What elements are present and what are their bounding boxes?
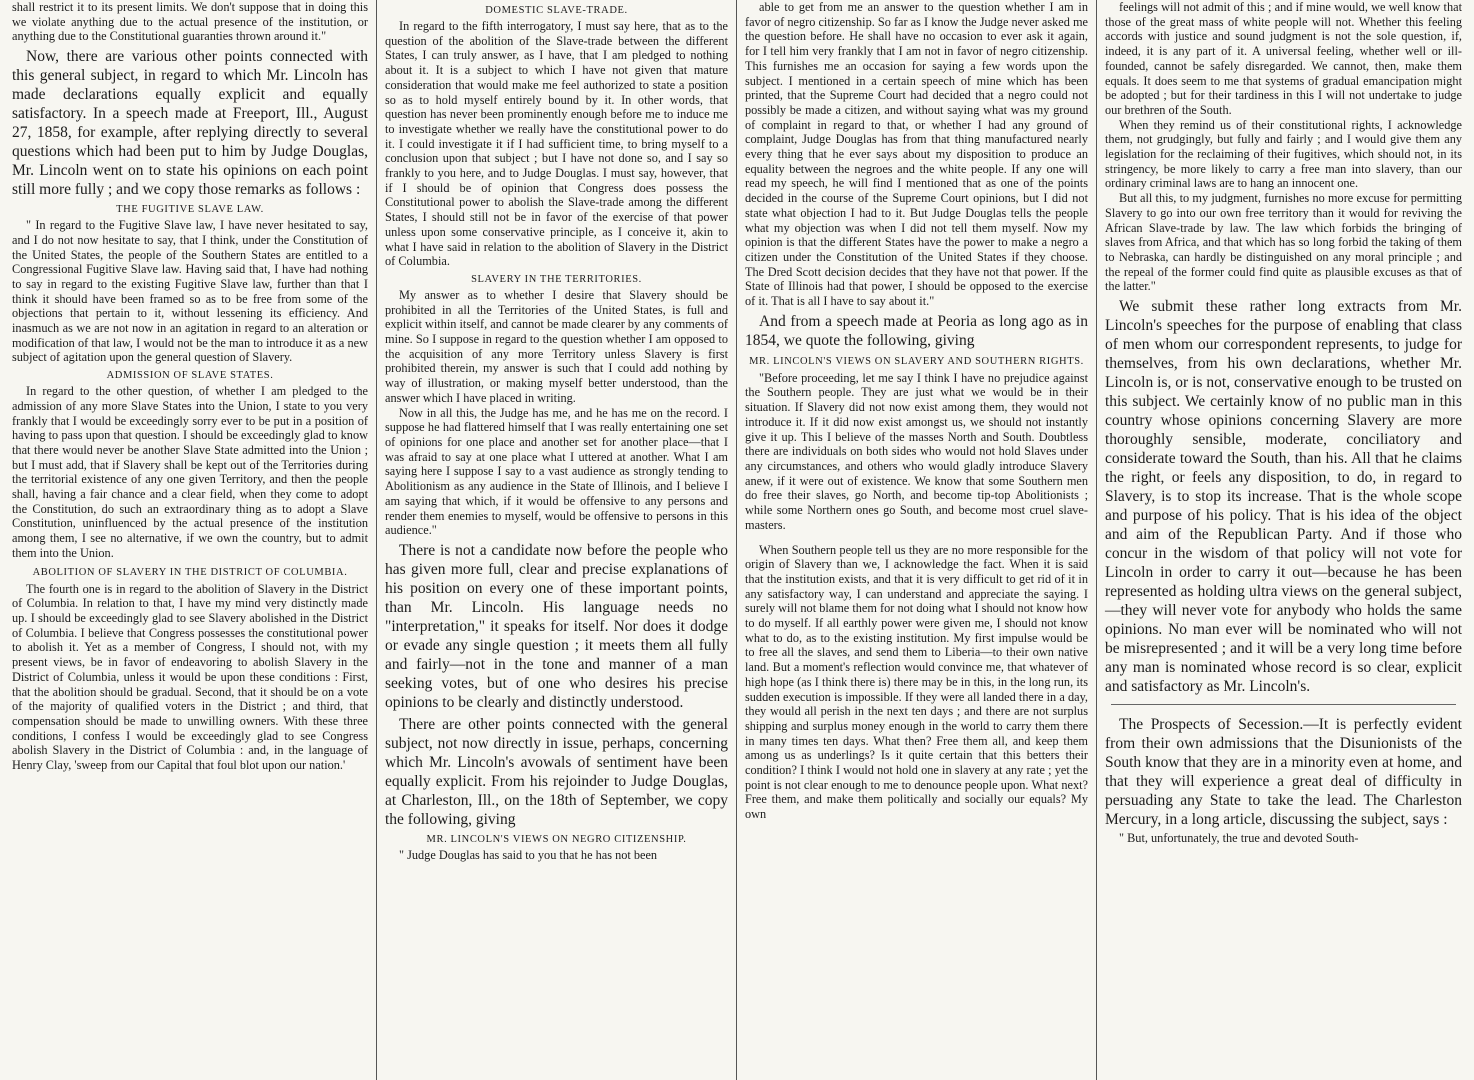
paragraph-slavery-territories: My answer as to whether I desire that Slavery should be prohibited in all the Territories of the United States, is full and explicit within itself, and cannot be made clearer by any comments of mine. So I suppose in regard to the question whether I am opposed to the acquisition of any more Territory unless Slavery is first prohibited therein, my answer is such that I could add nothing by way of illustration, or making myself better understood, than the answer which I have placed in writing.: [385, 287, 728, 405]
column-2: [376, 0, 736, 1080]
paragraph-editorial: Now, there are various other points connected with this general subject, in regard to which Mr. Lincoln has made declarations equally explicit and equally satisfactory. In a speech made at Freeport, Ill., August 27, 1858, for example, after replying directly to several questions which had been put to him by Judge Douglas, Mr. Lincoln went on to state his opinions on each point still more fully ; and we copy those remarks as follows :: [12, 48, 368, 199]
subheading-negro-citizenship: MR. LINCOLN'S VIEWS ON NEGRO CITIZENSHIP.: [426, 833, 687, 845]
paragraph-fugitive-slave-law: " In regard to the Fugitive Slave law, I have never hesitated to say, and I do not now hesitate to say, that I think, under the Constitution of the United States, the people of the Southern States are entitled to a Congressional Fugitive Slave law. Having said that, I have had nothing to say in regard to the existing Fugitive Slave law, further than that I think it should have been framed so as to be free from some of the objections that pertain to it, without lessening its efficiency. And inasmuch as we are not now in an agitation in regard to an alteration or modification of that law, I would not be the man to introduce it as a new subject of agitation upon the general question of Slavery.: [12, 218, 368, 365]
paragraph-mercury-quote: " But, unfortunately, the true and devoted South-: [1119, 831, 1359, 846]
subheading-slavery-territories: SLAVERY IN THE TERRITORIES.: [471, 273, 642, 285]
paragraph-admission-slave-states: In regard to the other question, of whether I am pledged to the admission of any more Slave States into the Union, I state to you very frankly that I would be exceedingly sorry ever to be put in a position of having to pass upon that question. I should be exceedingly glad to know that there would never be another Slave State admitted into the Union ; but I must add, that if Slavery shall be kept out of the Territories during the territorial existence of any one given Territory, and then the people shall, having a fair chance and a clear field, when they come to adopt the Constitution, do such an extraordinary thing as to adopt a Slave Constitution, uninfluenced by the actual presence of the institution among them, I see no alternative, if we own the country, but to admit them into the Union.: [12, 384, 368, 560]
paragraph-judge-has-me: Now in all this, the Judge has me, and he has me on the record. I suppose he had flattered himself that I was really entertaining one set of opinions for one place and another set for another place—that I was afraid to say at one place what I uttered at another. What I am saying here I suppose I say to a vast audience as strongly tending to Abolitionism as any audience in the State of Illinois, and I believe I am saying that which, if it would be offensive to any persons and render them enemies to myself, would be offensive to persons in this audience.": [385, 405, 728, 538]
column-1: [4, 0, 376, 1080]
subheading-admission-slave-states: ADMISSION OF SLAVE STATES.: [106, 370, 274, 382]
paragraph-negro-citizenship-start: " Judge Douglas has said to you that he has not been: [399, 847, 658, 862]
column-3: [736, 0, 1096, 1080]
article-divider: [1111, 704, 1456, 705]
paragraph-feelings: feelings will not admit of this ; and if mine would, we well know that those of the great mass of white people will not. Whether this feeling accords with justice and sound judgment is not the sole question, if, indeed, it is any part of it. A universal feeling, whether well or ill-founded, cannot be safely disregarded. We cannot, then, make them equals. It does seem to me that systems of gradual emancipation might be adopted ; but for their tardiness in this I will not undertake to judge our brethren of the South.: [1105, 0, 1462, 117]
paragraph-constitutional-rights: When they remind us of their constitutional rights, I acknowledge them, not grudgingly, but fully and fairly ; and I would give them any legislation for the reclaiming of their fugitives, which should not, in its stringency, be more likely to carry a free man into slavery, than our ordinary criminal laws are to hang an innocent one.: [1105, 117, 1462, 191]
paragraph-free-territory: But all this, to my judgment, furnishes no more excuse for permitting Slavery to go into our own free territory than it would for reviving the African Slave-trade by law. The law which forbids the bringing of slaves from Africa, and that which has so long forbid the taking of them to Nebraska, can hardly be distinguished on any moral principle ; and the repeal of the former could find quite as plausible excuses as that of the latter.": [1105, 191, 1462, 294]
paragraph-editorial-extracts: We submit these rather long extracts from Mr. Lincoln's speeches for the purpose of enabling that class of men whom our correspondent represents, to judge for themselves, from his own declarations, whether Mr. Lincoln is, or is not, conservative enough to be trusted on this subject. We certainly know of no public man in this country whose opinions concerning Slavery are more thoroughly sensible, moderate, conciliatory and considerate toward the South, than his. All that he claims the right, or feels any disposition, to do, in regard to Slavery, is to stop its increase. That is the whole scope and purpose of his policy. That is his idea of the object and aim of the Republican Party. And if those who concur in the wisdom of that policy will not vote for Lincoln in order to carry it out—because he has been represented as holding ultra views on the general subject,—they will never vote for anybody who holds the same opinions. No man ever will be nominated who will not be misrepresented ; and it will be a very long time before any man is nominated whose record is so clear, explicit and satisfactory as Mr. Lincoln's.: [1105, 298, 1462, 696]
paragraph-continuation: shall restrict it to its present limits. We don't suppose that in doing this we violate anything due to the actual presence of the institution, or anything due to the Constitutional guaranties thrown around it.": [12, 0, 368, 44]
paragraph-domestic-slave-trade: In regard to the fifth interrogatory, I must say here, that as to the question of the abolition of the Slave-trade between the different States, I can truly answer, as I have, that I am pledged to nothing about it. It is a subject to which I have not given that mature consideration that would make me feel authorized to state a position so as to hold myself entirely bound by it. In other words, that question has never been prominently enough before me to induce me to investigate whether we really have the constitutional power to do it. I could investigate it if I had sufficient time, to bring myself to a conclusion upon that subject ; but I have not done so, and I say so frankly to you here, and to Judge Douglas. I must say, however, that if I should be of opinion that Congress does possess the Constitutional power to abolish the Slave-trade among the different States, I should still not be in favor of the exercise of that power unless upon some conservative principle, as I conceive it, akin to what I have said in relation to the abolition of Slavery in the District of Columbia.: [385, 19, 728, 269]
subheading-fugitive-slave-law: THE FUGITIVE SLAVE LAW.: [116, 204, 264, 216]
subheading-domestic-slave-trade: DOMESTIC SLAVE-TRADE.: [485, 5, 628, 16]
subheading-southern-rights: MR. LINCOLN'S VIEWS ON SLAVERY AND SOUTHERN RIGHTS.: [749, 355, 1084, 367]
subheading-abolition-district: ABOLITION OF SLAVERY IN THE DISTRICT OF COLUMBIA.: [32, 566, 348, 578]
column-4: [1096, 0, 1470, 1080]
paragraph-negro-citizenship: able to get from me an answer to the question whether I am in favor of negro citizenship. So far as I know the Judge never asked me the question before. He shall have no occasion to ever ask it again, for I tell him very frankly that I am not in favor of negro citizenship. This furnishes me an occasion for saying a few words upon the subject. I mentioned in a certain speech of mine which has been printed, that the Supreme Court had decided that a negro could not possibly be made a citizen, and without saying what was my ground of complaint in regard to that, or whether I had any ground of complaint, Judge Douglas has from that thing manufactured nearly every thing that he ever says about my disposition to produce an equality between the negroes and the white people. If any one will read my speech, he will find I mentioned that as one of the points decided in the course of the Supreme Court opinions, but I did not state what objection I had to it. But Judge Douglas tells the people what my objection was when I did not tell them myself. Now my opinion is that the different States have the power to make a negro a citizen under the Constitution of the United States if they choose. The Dred Scott decision decides that they have not that power. If the State of Illinois had that power, I should be opposed to the exercise of it. That is all I have to say about it.": [745, 0, 1088, 309]
paragraph-southern-people: "Before proceeding, let me say I think I have no prejudice against the Southern people. They are just what we would be in their situation. If Slavery did not now exist among them, they would not introduce it. If it did now exist amongst us, we should not instantly give it up. This I believe of the masses North and South. Doubtless there are individuals on both sides who would not hold Slaves under any circumstances, and others who would gladly introduce Slavery anew, if it were out of existence. We know that some Southern men do free their slaves, go North, and become tip-top Abolitionists ; while some Northern ones go South, and become most cruel slave-masters.: [745, 370, 1088, 532]
paragraph-editorial-peoria: And from a speech made at Peoria as long ago as in 1854, we quote the following, giving: [745, 312, 1088, 349]
paragraph-southern-responsibility: When Southern people tell us they are no more responsible for the origin of Slavery than we, I acknowledge the fact. When it is said that the institution exists, and that it is very difficult to get rid of it in any satisfactory way, I can understand and appreciate the saying. I surely will not blame them for not doing what I should not know how to do myself. If all earthly power were given me, I should not know what to do, as to the existing institution. My first impulse would be to free all the slaves, and send them to Liberia—to their own native land. But a moment's reflection would convince me, that whatever of high hope (as I think there is) there may be in this, in the long run, its sudden execution is impossible. If they were all landed there in a day, they would all perish in the next ten days ; and there are not surplus shipping and surplus money enough in the world to carry them there in many times ten days. What then? Free them all, and keep them among us as underlings? Is it quite certain that this betters their condition? I think I would not hold one in slavery at any rate ; yet the point is not clear enough to me to denounce people upon. What next? Free them, and make them politically and socially our equals? My own: [745, 542, 1088, 822]
paragraph-editorial-other-points: There are other points connected with the general subject, not now directly in issue, perhaps, concerning which Mr. Lincoln's avowals of sentiment have been equally explicit. From his rejoinder to Judge Douglas, at Charleston, Ill., on the 18th of September, we copy the following, giving: [385, 715, 728, 828]
paragraph-editorial-candidate: There is not a candidate now before the people who has given more full, clear and precise explanations of his position on every one of these important points, than Mr. Lincoln. His language needs no "interpretation," it speaks for itself. Nor does it dodge or evade any single question ; it meets them all fully and fairly—not in the tone and manner of a man seeking votes, but of one who desires his precise opinions to be clearly and distinctly understood.: [385, 541, 728, 711]
paragraph-abolition-district: The fourth one is in regard to the abolition of Slavery in the District of Columbia. In relation to that, I have my mind very distinctly made up. I should be exceedingly glad to see Slavery abolished in the District of Columbia. I believe that Congress possesses the constitutional power to abolish it. Yet as a member of Congress, I should not, with my present views, be in favor of endeavoring to abolish Slavery in the District of Columbia, unless it would be upon these conditions : First, that the abolition should be gradual. Second, that it should be on a vote of the majority of qualified voters in the District ; and third, that compensation should be made to unwilling owners. With these three conditions, I confess I would be exceedingly glad to see Congress abolish Slavery in the District of Columbia : and, in the language of Henry Clay, 'sweep from our Capital that foul blot upon our nation.': [12, 581, 368, 773]
paragraph-prospects-of-secession: The Prospects of Secession.—It is perfectly evident from their own admissions that the Disunionists of the South know that they are in a minority even at home, and that they will experience a great deal of difficulty in persuading any State to take the lead. The Charleston Mercury, in a long article, discussing the subject, says :: [1105, 716, 1462, 829]
